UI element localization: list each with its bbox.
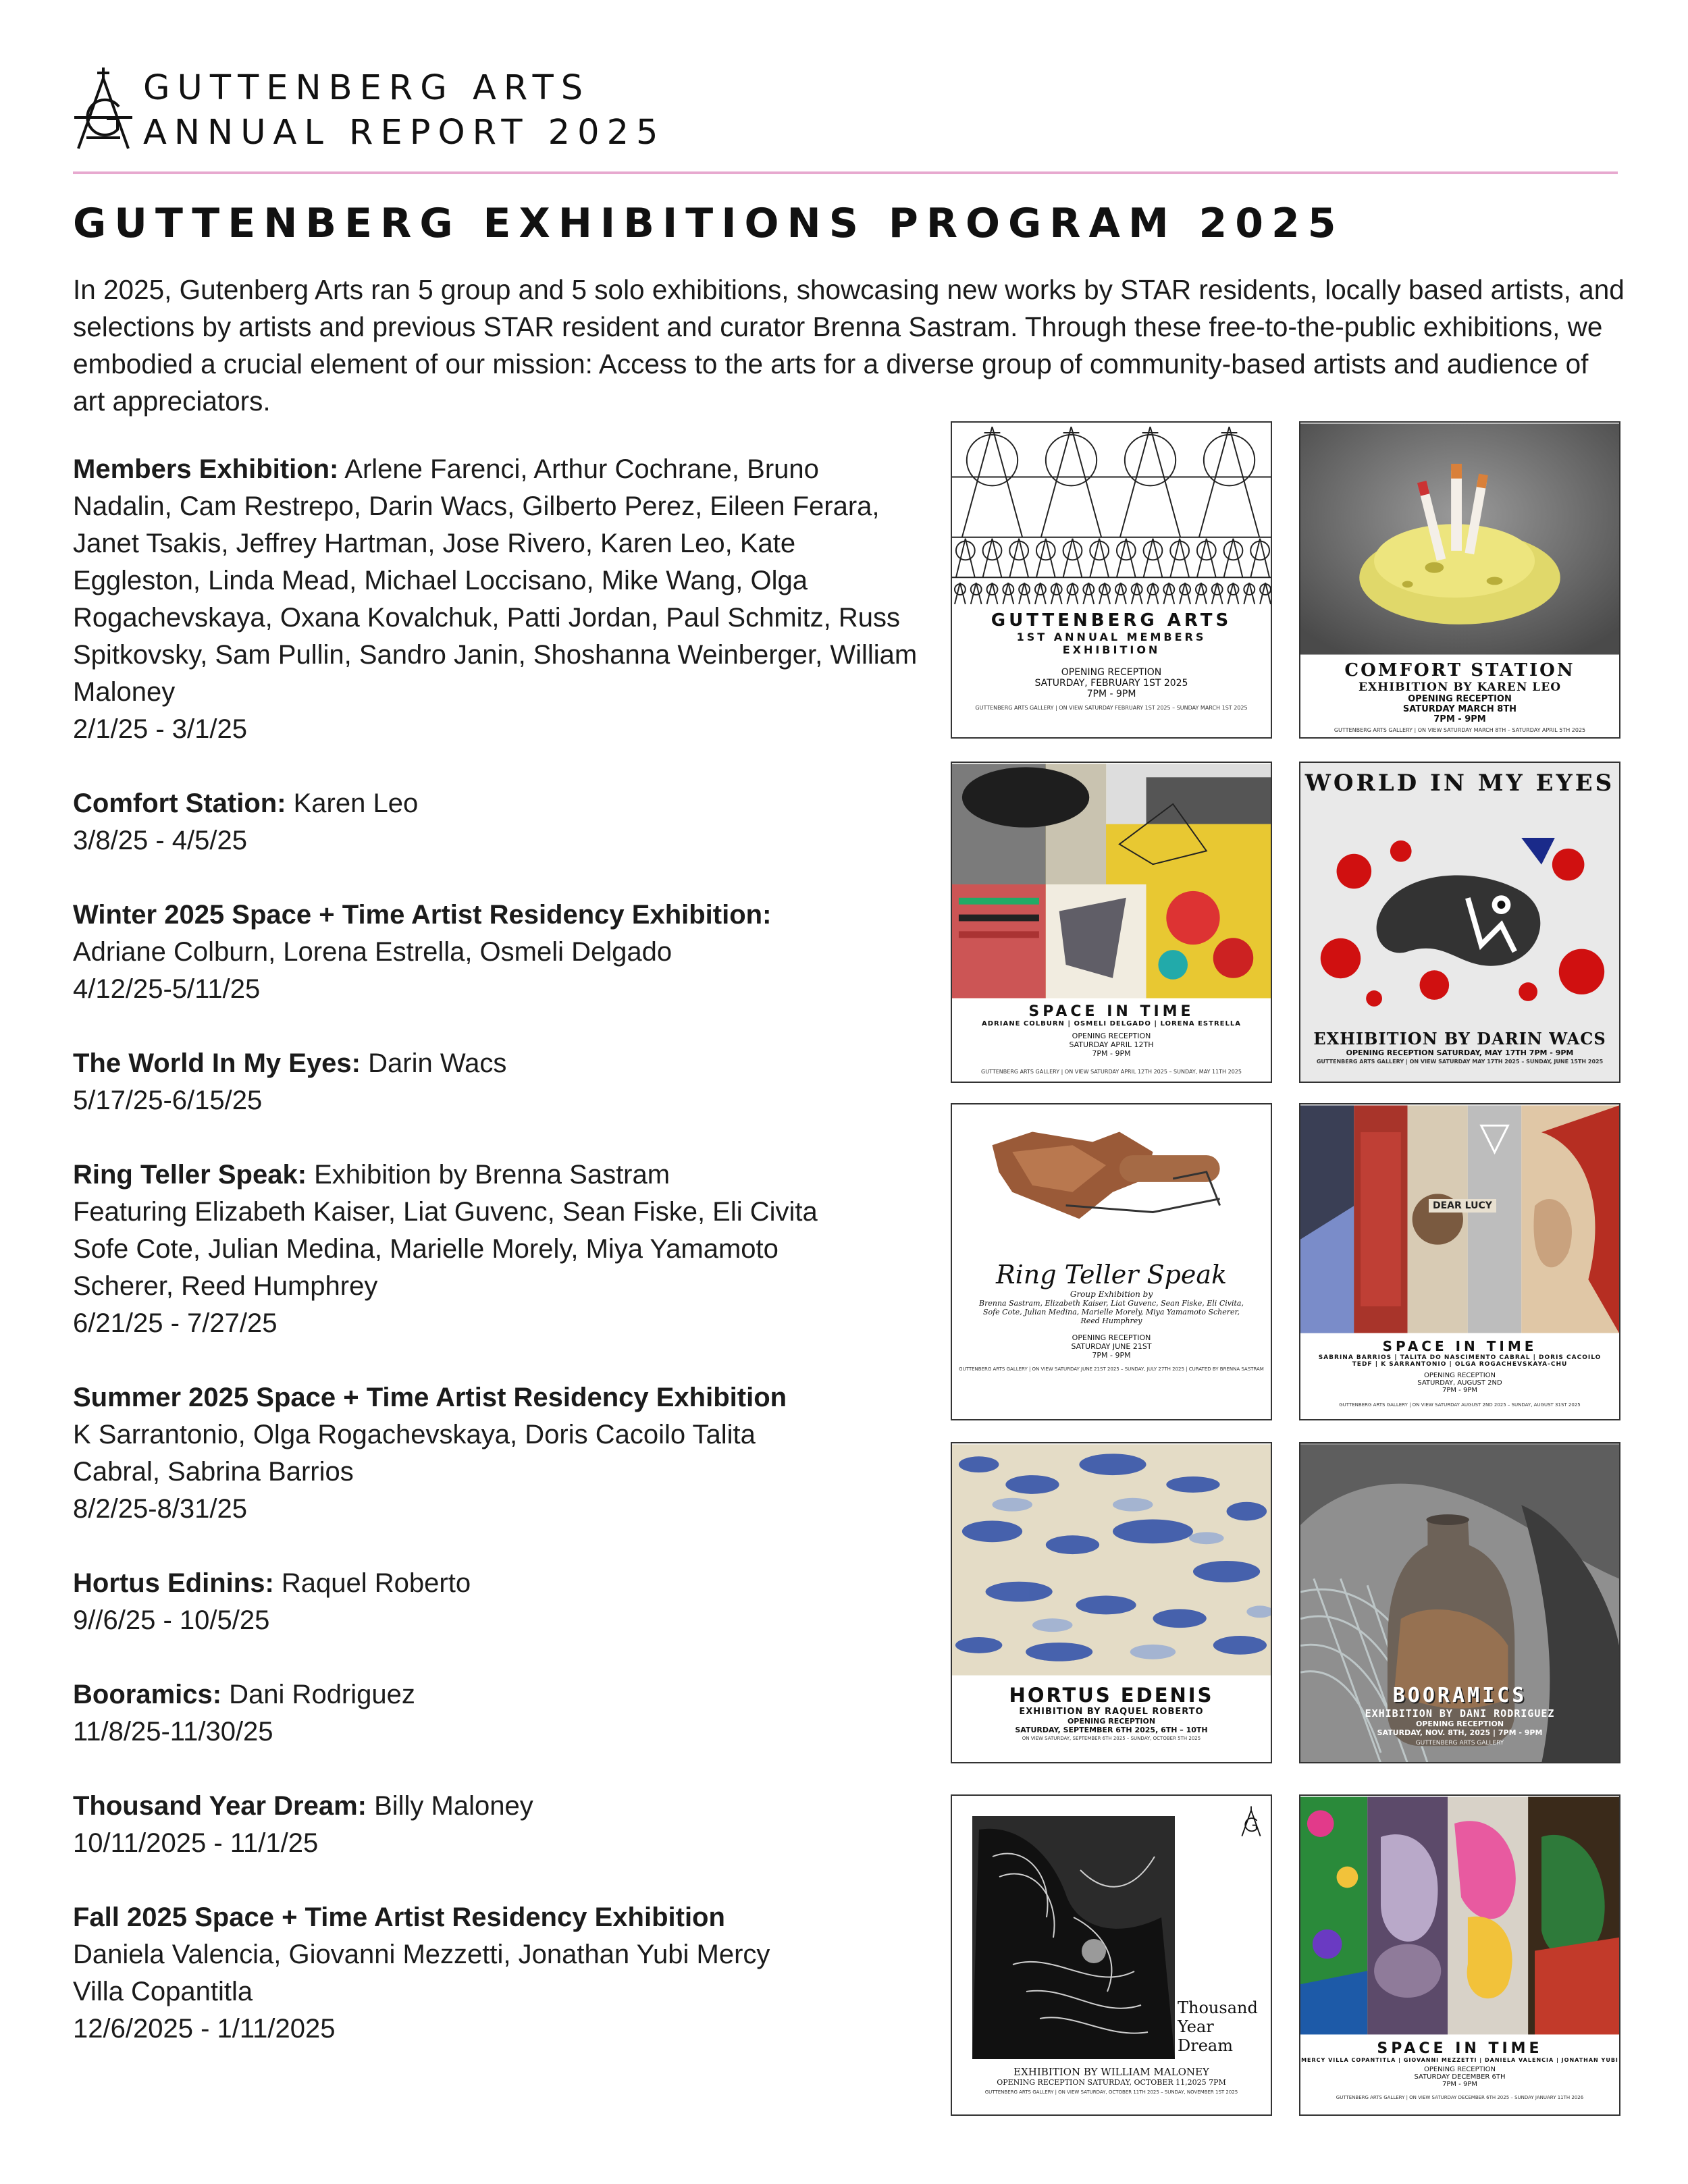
exhibition-artists: Raquel Roberto xyxy=(273,1568,471,1598)
poster-subtitle: EXHIBITION BY RAQUEL ROBERTO xyxy=(1019,1707,1204,1717)
poster-title: GUTTENBERG ARTS xyxy=(991,610,1232,631)
poster-reception: OPENING RECEPTION xyxy=(1072,1032,1151,1040)
exhibition-name: Booramics: xyxy=(73,1680,222,1709)
exhibition-artists: Arlene Farenci, Arthur Cochrane, Bruno Nadalin, Cam Restrepo, Darin Wacs, Gilberto Perez, Eileen Ferara, Janet Tsakis, Jeffrey Hartman, Jose Rivero, Karen Leo, Kate Eggleston, Linda Mead, Michael Loccisano, Mike Wang, Olga Rogachevskaya, Oxana Kovalchuk, Patti Jordan, Paul Schmitz, Russ Spitkovsky, Sam Pullin, Sandro Janin, Shoshanna Weinberger, William Maloney xyxy=(73,454,918,707)
exhibition-entry xyxy=(73,1565,924,1639)
exhibition-entry xyxy=(73,1899,924,2048)
hortus-edenis-artwork xyxy=(952,1443,1271,1676)
poster-title-line: Dream xyxy=(1178,2036,1233,2055)
exhibition-entry xyxy=(73,785,924,859)
poster-title-line: Thousand xyxy=(1178,1998,1258,2017)
poster-reception: OPENING RECEPTION xyxy=(1067,1717,1156,1726)
exhibition-artists: Featuring Elizabeth Kaiser, Liat Guvenc, Sean Fiske, Eli Civita Sofe Cote, Julian Medina, Marielle Morely, Miya Yamamoto Scherer, Reed Humphrey xyxy=(73,1197,818,1301)
poster-subtitle: 1ST ANNUAL MEMBERS xyxy=(1016,631,1207,643)
poster-subtitle: EXHIBITION BY DARIN WACS xyxy=(1313,1029,1606,1048)
poster-reception-date: SATURDAY, SEPTEMBER 6TH 2025, 6TH – 10TH xyxy=(1015,1726,1208,1734)
poster-caption xyxy=(1300,2040,1619,2100)
poster-caption xyxy=(1300,660,1619,733)
guttenberg-logo-small xyxy=(1240,1805,1263,1838)
exhibition-dates: 5/17/25-6/15/25 xyxy=(73,1086,263,1115)
poster-footer: GUTTENBERG ARTS GALLERY | ON VIEW SATURDAY AUGUST 2ND 2025 – SUNDAY, AUGUST 31ST 2025 xyxy=(1339,1402,1581,1408)
exhibition-dates: 2/1/25 - 3/1/25 xyxy=(73,714,247,744)
poster-artwork-label: DEAR LUCY xyxy=(1429,1199,1496,1213)
poster-caption xyxy=(1300,1338,1619,1408)
exhibition-dates: 4/12/25-5/11/25 xyxy=(73,974,261,1004)
exhibition-artists: Billy Maloney xyxy=(366,1791,533,1821)
exhibition-name: Summer 2025 Space + Time Artist Residency Exhibition xyxy=(73,1383,787,1412)
exhibition-name: The World In My Eyes: xyxy=(73,1048,361,1078)
exhibition-name: Ring Teller Speak: xyxy=(73,1160,307,1190)
poster-reception-date: SATURDAY APRIL 12TH xyxy=(1069,1040,1154,1049)
exhibition-entry xyxy=(73,1788,924,1862)
poster-subtitle: TEDF | K SARRANTONIO | OLGA ROGACHEVSKAYA-CHU xyxy=(1352,1361,1568,1368)
exhibition-entry xyxy=(73,897,924,1008)
poster-title: Ring Teller Speak xyxy=(995,1260,1228,1289)
poster-booramics xyxy=(1299,1442,1620,1763)
poster-subtitle: Group Exhibition by xyxy=(1070,1289,1153,1299)
exhibition-name: Thousand Year Dream: xyxy=(73,1791,367,1821)
fall-residency-artwork xyxy=(1300,1796,1619,2035)
world-in-my-eyes-artwork xyxy=(1300,810,1619,1019)
winter-residency-artwork xyxy=(952,763,1271,999)
poster-hortus-edenis xyxy=(951,1442,1272,1763)
poster-title: HORTUS EDENIS xyxy=(1009,1684,1214,1707)
poster-fall-space-in-time xyxy=(1299,1794,1620,2116)
poster-comfort-station xyxy=(1299,421,1620,739)
exhibition-curator: Exhibition by Brenna Sastram xyxy=(307,1160,670,1190)
exhibition-name: Winter 2025 Space + Time Artist Residency Exhibition: xyxy=(73,900,772,930)
poster-title-wrap xyxy=(1300,770,1619,797)
poster-reception-time: 7PM - 9PM xyxy=(1442,1387,1477,1394)
exhibition-entry xyxy=(73,451,924,748)
poster-reception-date: SATURDAY JUNE 21ST xyxy=(1071,1342,1152,1351)
poster-subtitle: SABRINA BARRIOS | TALITA DO NASCIMENTO CABRAL | DORIS CACOILO xyxy=(1318,1354,1602,1361)
poster-subtitle: ADRIANE COLBURN | OSMELI DELGADO | LORENA ESTRELLA xyxy=(982,1020,1241,1028)
ring-teller-speak-artwork xyxy=(952,1104,1271,1233)
poster-ring-teller-speak xyxy=(951,1103,1272,1420)
poster-footer: GUTTENBERG ARTS GALLERY | ON VIEW SATURDAY, OCTOBER 11TH 2025 – SUNDAY, NOVEMBER 1ST 2025 xyxy=(984,2089,1238,2095)
poster-members-exhibition xyxy=(951,421,1272,739)
poster-title: COMFORT STATION xyxy=(1344,660,1575,681)
poster-thousand-year-dream xyxy=(951,1794,1272,2116)
exhibition-name: Fall 2025 Space + Time Artist Residency Exhibition xyxy=(73,1902,725,1932)
poster-footer: GUTTENBERG ARTS GALLERY | ON VIEW SATURDAY DECEMBER 6TH 2025 – SUNDAY JANUARY 11TH 2026 xyxy=(1336,2095,1584,2100)
poster-reception-date: SATURDAY, AUGUST 2ND xyxy=(1417,1379,1502,1387)
guttenberg-logo xyxy=(73,65,134,153)
exhibition-artists: K Sarrantonio, Olga Rogachevskaya, Doris Cacoilo Talita Cabral, Sabrina Barrios xyxy=(73,1420,756,1487)
poster-reception-date: SATURDAY, NOV. 8TH, 2025 | 7PM - 9PM xyxy=(1377,1728,1543,1737)
exhibition-dates: 10/11/2025 - 11/1/25 xyxy=(73,1828,319,1858)
poster-reception: OPENING RECEPTION SATURDAY, OCTOBER 11,2025 7PM xyxy=(997,2078,1226,2087)
header-divider xyxy=(73,171,1618,174)
exhibition-artists: Dani Rodriguez xyxy=(221,1680,415,1709)
poster-reception: OPENING RECEPTION xyxy=(1072,1333,1151,1342)
exhibition-artists: Karen Leo xyxy=(286,789,419,818)
exhibition-dates: 3/8/25 - 4/5/25 xyxy=(73,826,247,855)
summer-residency-artwork xyxy=(1300,1104,1619,1334)
header-report-name: ANNUAL REPORT 2025 xyxy=(143,113,666,153)
poster-reception-time: 7PM - 9PM xyxy=(1442,2081,1477,2088)
poster-reception: OPENING RECEPTION xyxy=(1415,1720,1504,1728)
exhibition-name: Members Exhibition: xyxy=(73,454,339,484)
poster-caption xyxy=(952,1684,1271,1741)
poster-caption xyxy=(952,1260,1271,1372)
poster-caption xyxy=(952,2066,1271,2095)
poster-reception-time: 7PM - 9PM xyxy=(1433,714,1486,724)
poster-footer: ON VIEW SATURDAY, SEPTEMBER 6TH 2025 – SUNDAY, OCTOBER 5TH 2025 xyxy=(1022,1736,1201,1741)
exhibition-artists: Daniela Valencia, Giovanni Mezzetti, Jonathan Yubi Mercy Villa Copantitla xyxy=(73,1940,770,2006)
poster-reception: OPENING RECEPTION xyxy=(1423,2066,1496,2073)
poster-caption xyxy=(952,1003,1271,1075)
comfort-station-artwork xyxy=(1300,423,1619,656)
poster-reception: OPENING RECEPTION xyxy=(1423,1372,1496,1379)
exhibition-name: Comfort Station: xyxy=(73,789,286,818)
exhibition-dates: 12/6/2025 - 1/11/2025 xyxy=(73,2014,336,2044)
exhibition-dates: 6/21/25 - 7/27/25 xyxy=(73,1308,278,1338)
poster-title xyxy=(1178,1998,1258,2055)
poster-footer: GUTTENBERG ARTS GALLERY | ON VIEW SATURDAY JUNE 21ST 2025 – SUNDAY, JULY 27TH 2025 | CURATED BY BRENNA SASTRAM xyxy=(959,1366,1264,1372)
poster-artists: Brenna Sastram, Elizabeth Kaiser, Liat Guvenc, Sean Fiske, Eli Civita, Sofe Cote, Julian Medina, Marielle Morely, Miya Yamamoto Scherer, Reed Humphrey xyxy=(979,1299,1244,1325)
poster-caption xyxy=(952,610,1271,711)
poster-subtitle: EXHIBITION BY DANI RODRIGUEZ xyxy=(1365,1707,1555,1720)
poster-title: SPACE IN TIME xyxy=(1382,1338,1537,1354)
poster-title: WORLD IN MY EYES xyxy=(1304,770,1615,797)
poster-caption xyxy=(1300,1029,1619,1065)
exhibition-entry xyxy=(73,1156,924,1342)
poster-summer-space-in-time xyxy=(1299,1103,1620,1420)
poster-reception: OPENING RECEPTION xyxy=(1061,667,1162,678)
exhibition-entry xyxy=(73,1045,924,1119)
exhibition-entry xyxy=(73,1676,924,1751)
exhibition-entry xyxy=(73,1379,924,1528)
page-title: GUTTENBERG EXHIBITIONS PROGRAM 2025 xyxy=(73,200,1344,247)
poster-footer: GUTTENBERG ARTS GALLERY | ON VIEW SATURDAY MAY 17TH 2025 – SUNDAY, JUNE 15TH 2025 xyxy=(1316,1059,1604,1065)
poster-winter-space-in-time xyxy=(951,762,1272,1083)
poster-subtitle: EXHIBITION xyxy=(1062,643,1161,656)
exhibition-dates: 8/2/25-8/31/25 xyxy=(73,1494,247,1524)
poster-footer: GUTTENBERG ARTS GALLERY xyxy=(1415,1740,1504,1747)
intro-paragraph: In 2025, Gutenberg Arts ran 5 group and 5 solo exhibitions, showcasing new works by STAR residents, locally based artists, and selections by artists and previous STAR resident and curator Brenna Sastram. Through these free-to-the-public exhibitions, we embodied a crucial element of our mission: Access to the arts for a diverse group of community-based artists and audience of art appreciators. xyxy=(73,274,1625,417)
exhibition-artists: Adriane Colburn, Lorena Estrella, Osmeli Delgado xyxy=(73,937,672,967)
poster-title: SPACE IN TIME xyxy=(1028,1003,1194,1020)
poster-subtitle: EXHIBITION BY KAREN LEO xyxy=(1358,681,1561,694)
poster-reception-date: SATURDAY DECEMBER 6TH xyxy=(1414,2073,1506,2081)
members-logo-pattern xyxy=(952,423,1271,605)
exhibition-dates: 11/8/25-11/30/25 xyxy=(73,1717,273,1747)
poster-footer: GUTTENBERG ARTS GALLERY | ON VIEW SATURDAY FEBRUARY 1ST 2025 – SUNDAY MARCH 1ST 2025 xyxy=(975,705,1248,711)
poster-reception-time: 7PM - 9PM xyxy=(1086,689,1136,699)
poster-title: SPACE IN TIME xyxy=(1377,2040,1543,2057)
thousand-year-dream-artwork xyxy=(972,1816,1175,2059)
poster-caption xyxy=(1300,1684,1619,1747)
poster-footer: GUTTENBERG ARTS GALLERY | ON VIEW SATURDAY MARCH 8TH – SATURDAY APRIL 5TH 2025 xyxy=(1334,727,1586,733)
exhibition-name: Hortus Edinins: xyxy=(73,1568,274,1598)
poster-reception-date: SATURDAY MARCH 8TH xyxy=(1402,704,1517,714)
exhibition-artists: Darin Wacs xyxy=(361,1048,507,1078)
poster-world-in-my-eyes xyxy=(1299,762,1620,1083)
poster-title: BOORAMICS xyxy=(1392,1684,1527,1707)
poster-footer: GUTTENBERG ARTS GALLERY | ON VIEW SATURDAY APRIL 12TH 2025 – SUNDAY, MAY 11TH 2025 xyxy=(981,1069,1242,1075)
poster-subtitle: EXHIBITION BY WILLIAM MALONEY xyxy=(1013,2066,1209,2078)
poster-reception: OPENING RECEPTION xyxy=(1408,694,1512,704)
header-org-name: GUTTENBERG ARTS xyxy=(143,68,591,108)
poster-reception-date: SATURDAY, FEBRUARY 1ST 2025 xyxy=(1034,678,1188,689)
poster-reception: OPENING RECEPTION SATURDAY, MAY 17TH 7PM - 9PM xyxy=(1346,1048,1574,1057)
exhibition-list xyxy=(73,451,924,2085)
poster-reception-time: 7PM - 9PM xyxy=(1092,1351,1131,1360)
poster-reception-time: 7PM - 9PM xyxy=(1092,1049,1131,1058)
poster-subtitle: MERCY VILLA COPANTITLA | GIOVANNI MEZZETTI | DANIELA VALENCIA | JONATHAN YUBI xyxy=(1301,2057,1618,2063)
exhibition-dates: 9//6/25 - 10/5/25 xyxy=(73,1605,270,1635)
poster-title-line: Year xyxy=(1178,2017,1214,2036)
